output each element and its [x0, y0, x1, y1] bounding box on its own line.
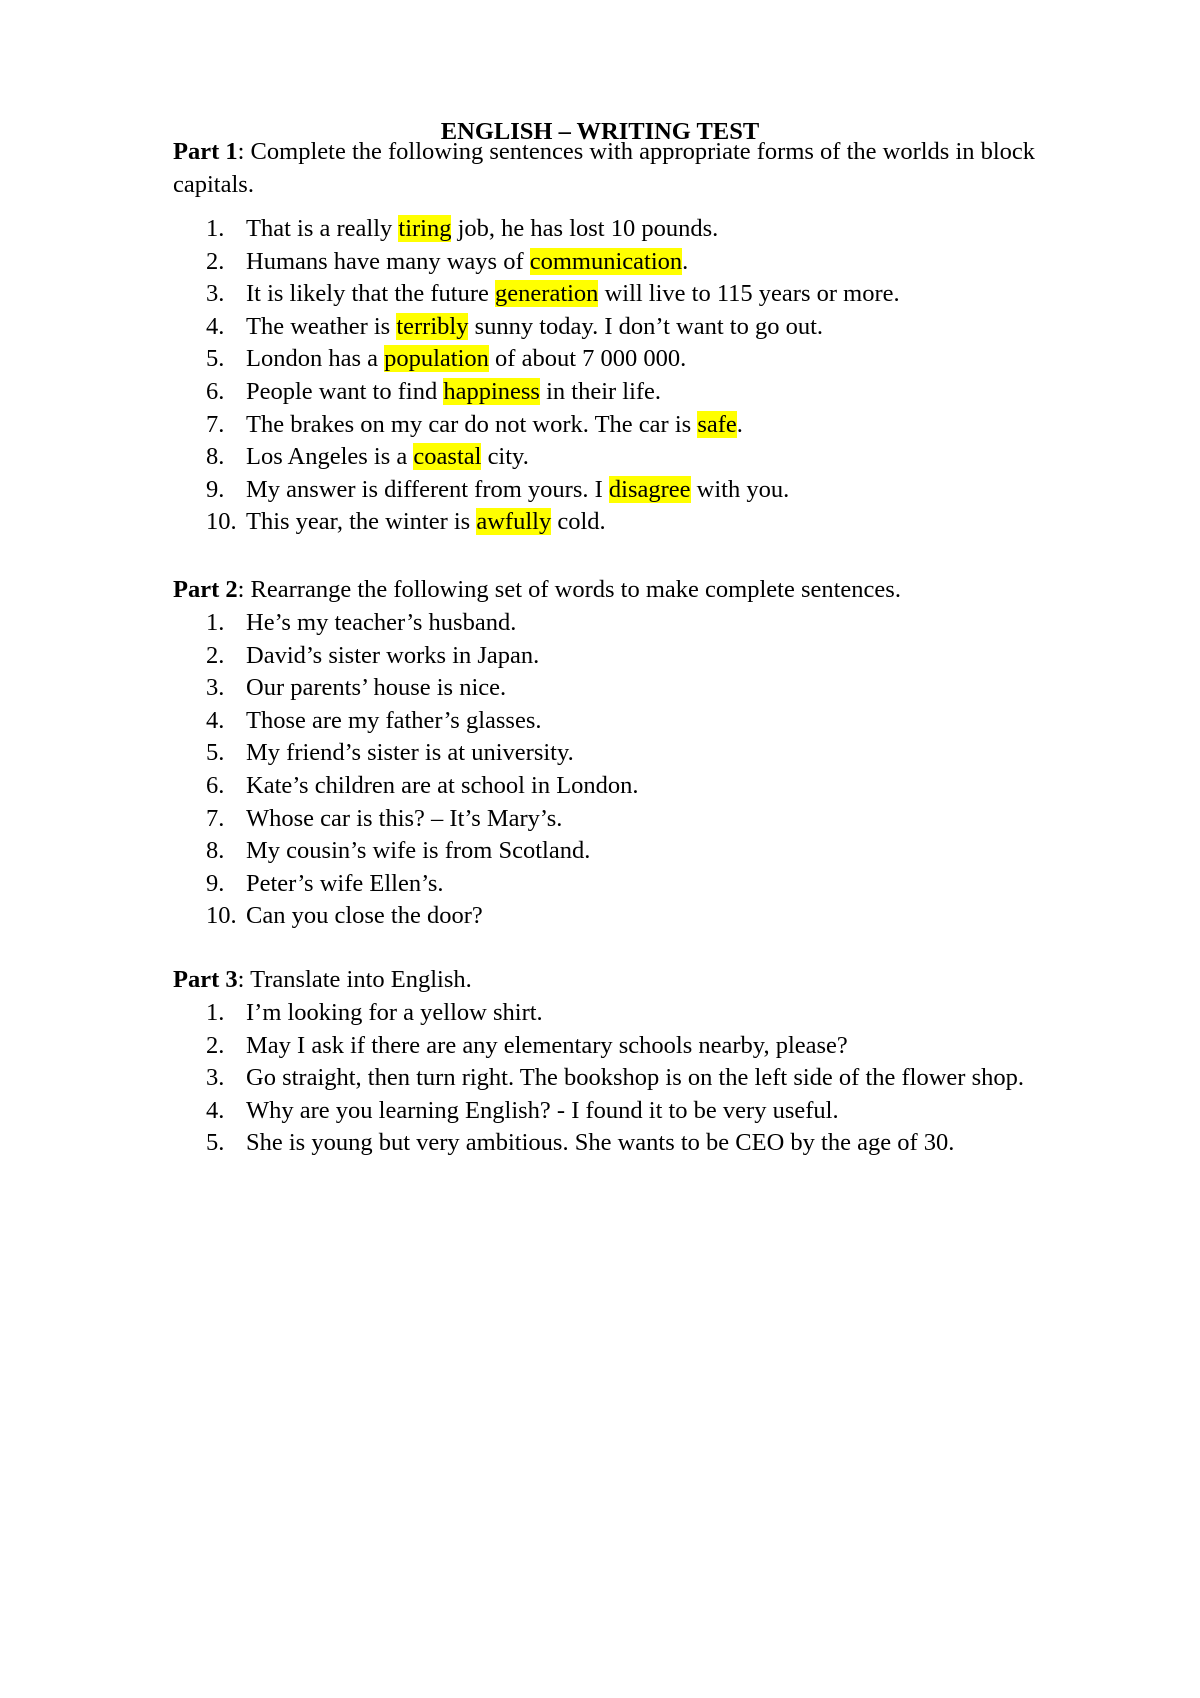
- item-text: Los Angeles is a: [246, 443, 414, 471]
- list-item: [173, 213, 1093, 246]
- list-item: [173, 640, 1093, 673]
- item-number: 6.: [206, 377, 225, 405]
- list-item: [173, 705, 1093, 738]
- list-item: [173, 1095, 1093, 1128]
- item-text: David’s sister works in Japan.: [246, 641, 540, 669]
- part1-label: Part 1: [173, 138, 238, 165]
- item-text: Peter’s wife Ellen’s.: [246, 869, 444, 897]
- list-item: [173, 803, 1093, 836]
- item-text: Kate’s children are at school in London.: [246, 771, 639, 799]
- highlighted-answer: tiring: [398, 215, 452, 242]
- part3-instruction: : Translate into English.: [237, 966, 472, 993]
- item-text: This year, the winter is: [246, 508, 477, 536]
- list-item: [173, 607, 1093, 640]
- item-text: will live to 115 years or more.: [598, 280, 900, 308]
- list-item: [173, 672, 1093, 705]
- part2-label: Part 2: [173, 576, 238, 603]
- list-item: [173, 474, 1093, 507]
- item-text: The weather is: [246, 312, 397, 340]
- list-item: [173, 835, 1093, 868]
- item-text: London has a: [246, 345, 385, 373]
- page-title: ENGLISH – WRITING TEST: [440, 118, 760, 145]
- highlighted-answer: communication: [529, 247, 683, 275]
- part1-instruction: : Complete the following sentences with appropriate forms of the worlds in block capitals.: [173, 138, 1036, 198]
- part2-list: [173, 607, 1093, 933]
- part2-instruction: : Rearrange the following set of words to make complete sentences.: [237, 576, 901, 603]
- list-item: [173, 343, 1093, 376]
- part2-heading: [173, 574, 1093, 607]
- item-number: 8.: [206, 443, 225, 471]
- list-item: [173, 737, 1093, 770]
- part1-list: [173, 213, 1093, 539]
- item-text: .: [736, 410, 743, 438]
- item-number: 1.: [206, 215, 225, 242]
- item-text: Go straight, then turn right. The bookshop is on the left side of the flower shop.: [246, 1064, 1024, 1092]
- item-text: .: [682, 247, 689, 275]
- list-item: [173, 1127, 1093, 1160]
- highlighted-answer: disagree: [608, 475, 691, 503]
- item-number: 4.: [206, 1096, 225, 1124]
- item-number: 3.: [206, 1064, 225, 1092]
- item-text: She is young but very ambitious. She wants to be CEO by the age of 30.: [246, 1129, 955, 1157]
- item-text: That is a really: [246, 215, 399, 242]
- item-number: 2.: [206, 1031, 225, 1059]
- item-text: May I ask if there are any elementary schools nearby, please?: [246, 1031, 848, 1059]
- item-text: Whose car is this? – It’s Mary’s.: [246, 804, 563, 832]
- list-item: [173, 997, 1093, 1030]
- item-number: 3.: [206, 674, 225, 702]
- item-number: 5.: [206, 739, 225, 767]
- item-number: 2.: [206, 247, 225, 275]
- part1-heading: [173, 136, 1093, 201]
- item-number: 4.: [206, 706, 225, 734]
- item-text: with you.: [690, 475, 790, 503]
- item-text: Humans have many ways of: [246, 247, 530, 275]
- item-number: 10.: [206, 902, 237, 930]
- item-number: 9.: [206, 869, 225, 897]
- part3-heading: [173, 964, 1093, 997]
- highlighted-answer: awfully: [476, 508, 552, 536]
- list-item: [173, 409, 1093, 442]
- item-number: 2.: [206, 641, 225, 669]
- item-text: job, he has lost 10 pounds.: [451, 215, 719, 242]
- item-text: Why are you learning English? - I found it to be very useful.: [246, 1096, 839, 1124]
- item-text: in their life.: [539, 377, 662, 405]
- list-item: [173, 506, 1093, 539]
- highlighted-answer: population: [384, 345, 489, 373]
- item-text: I’m looking for a yellow shirt.: [246, 999, 543, 1026]
- highlighted-answer: happiness: [443, 377, 540, 405]
- part3-label: Part 3: [173, 966, 238, 993]
- item-text: Those are my father’s glasses.: [246, 706, 542, 734]
- list-item: [173, 1062, 1093, 1095]
- list-item: [173, 900, 1093, 933]
- list-item: [173, 376, 1093, 409]
- highlighted-answer: safe: [697, 410, 737, 438]
- item-number: 1.: [206, 999, 225, 1026]
- item-number: 3.: [206, 280, 225, 308]
- highlighted-answer: coastal: [413, 443, 482, 471]
- item-text: People want to find: [246, 377, 444, 405]
- item-text: Our parents’ house is nice.: [246, 674, 507, 702]
- item-text: of about 7 000 000.: [488, 345, 687, 373]
- item-number: 5.: [206, 1129, 225, 1157]
- list-item: [173, 278, 1093, 311]
- item-text: Can you close the door?: [246, 902, 483, 930]
- item-number: 10.: [206, 508, 237, 536]
- item-text: city.: [481, 443, 529, 471]
- item-number: 8.: [206, 837, 225, 865]
- item-number: 5.: [206, 345, 225, 373]
- item-text: My answer is different from yours. I: [246, 475, 609, 503]
- list-item: [173, 1030, 1093, 1063]
- item-number: 7.: [206, 804, 225, 832]
- part3-list: [173, 997, 1093, 1160]
- item-text: sunny today. I don’t want to go out.: [468, 312, 824, 340]
- item-text: cold.: [551, 508, 606, 536]
- item-text: He’s my teacher’s husband.: [246, 609, 517, 636]
- item-number: 4.: [206, 312, 225, 340]
- list-item: [173, 441, 1093, 474]
- item-number: 7.: [206, 410, 225, 438]
- item-text: My friend’s sister is at university.: [246, 739, 574, 767]
- item-number: 6.: [206, 771, 225, 799]
- item-text: It is likely that the future: [246, 280, 496, 308]
- highlighted-answer: generation: [495, 280, 599, 308]
- highlighted-answer: terribly: [396, 312, 469, 340]
- list-item: [173, 311, 1093, 344]
- list-item: [173, 868, 1093, 901]
- item-text: My cousin’s wife is from Scotland.: [246, 837, 591, 865]
- item-text: The brakes on my car do not work. The car is: [246, 410, 698, 438]
- list-item: [173, 246, 1093, 279]
- item-number: 1.: [206, 609, 225, 636]
- list-item: [173, 770, 1093, 803]
- item-number: 9.: [206, 475, 225, 503]
